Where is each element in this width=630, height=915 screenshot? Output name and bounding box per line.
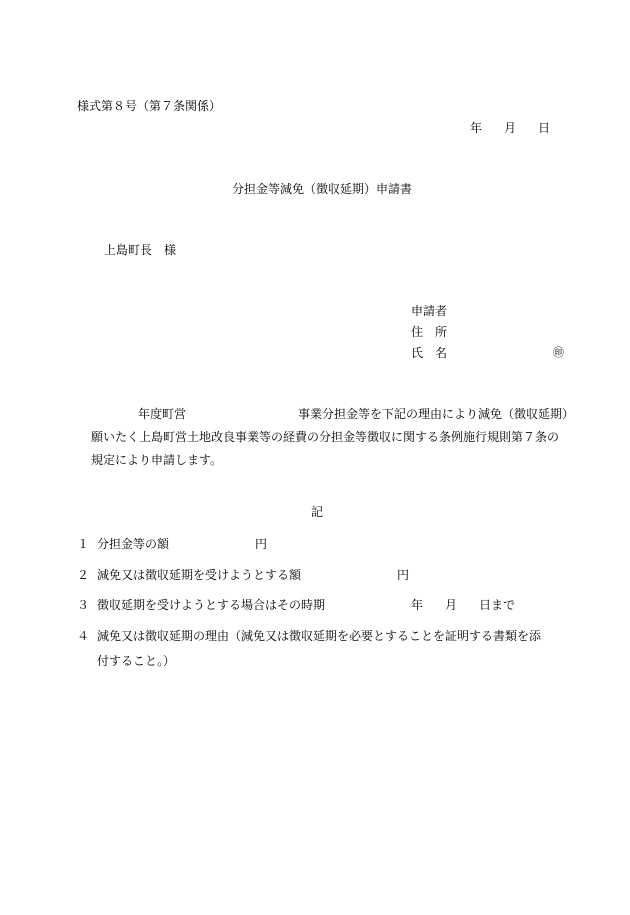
list-item xyxy=(77,538,267,550)
applicant-label-row xyxy=(411,305,471,326)
form-number: 様式第８号（第７条関係） xyxy=(77,99,222,113)
applicant-label: 申請者 xyxy=(411,304,448,318)
item-text: 減免又は徴収延期の理由（減免又は徴収延期を必要とすることを証明する書類を添 xyxy=(97,629,542,643)
item-suffix: 日まで xyxy=(479,598,516,612)
list-item xyxy=(77,630,541,642)
body-line-1 xyxy=(138,408,574,420)
item-text: 減免又は徴収延期を受けようとする額 xyxy=(97,568,302,582)
ki-heading: 記 xyxy=(311,505,324,519)
item-number: １ xyxy=(77,537,90,551)
date-line xyxy=(470,122,550,134)
item-continuation: 付すること。） xyxy=(97,654,176,668)
body-line-3: 規定により申請します。 xyxy=(91,453,223,467)
date-day: 日 xyxy=(538,121,551,135)
item-number: ２ xyxy=(77,568,90,582)
item-number: ３ xyxy=(77,598,90,612)
body-request-text: 事業分担金等を下記の理由により減免（徴収延期） xyxy=(298,407,575,421)
name-label: 氏 名 xyxy=(411,346,448,360)
date-year: 年 xyxy=(470,121,483,135)
addressee: 上島町長 様 xyxy=(104,243,177,257)
address-row xyxy=(411,326,471,347)
seal-icon: ㊞ xyxy=(553,346,564,359)
item-text: 徴収延期を受けようとする場合はその時期 xyxy=(97,598,326,612)
item-suffix: 円 xyxy=(397,568,410,582)
applicant-block xyxy=(411,305,471,368)
list-item xyxy=(77,569,409,581)
item-text: 分担金等の額 xyxy=(97,537,170,551)
list-item xyxy=(77,599,515,611)
item-month: 月 xyxy=(445,598,458,612)
item-year: 年 xyxy=(411,598,424,612)
item-number: ４ xyxy=(77,629,90,643)
body-fiscal-year: 年度町営 xyxy=(138,407,187,421)
body-line-2: 願いたく上島町営土地改良事業等の経費の分担金等徴収に関する条例施行規則第７条の xyxy=(91,430,560,444)
address-label: 住 所 xyxy=(411,325,448,339)
name-row xyxy=(411,347,471,368)
date-month: 月 xyxy=(504,121,517,135)
document-title: 分担金等減免（徴収延期）申請書 xyxy=(232,182,413,196)
item-suffix: 円 xyxy=(255,537,268,551)
